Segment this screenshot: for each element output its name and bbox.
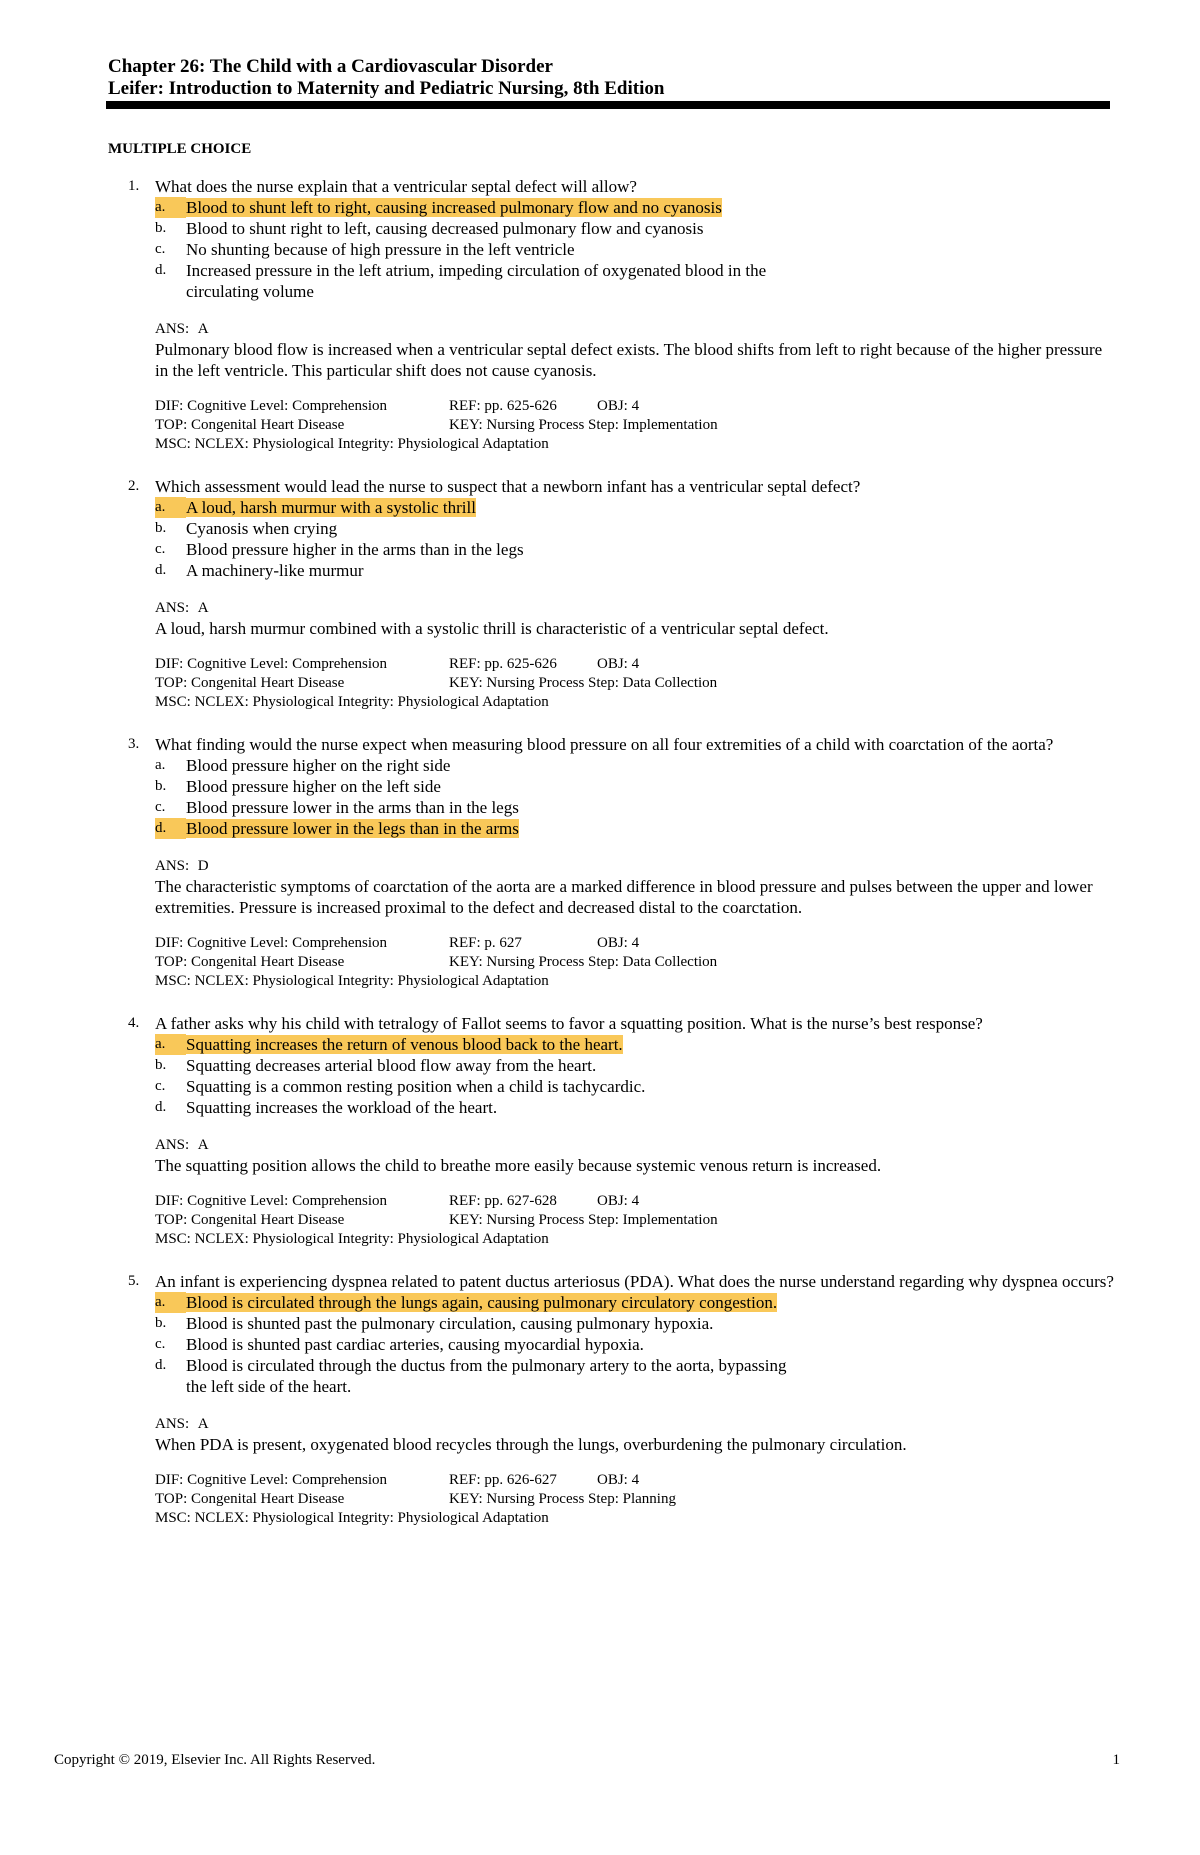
question-body	[155, 476, 1115, 712]
rationale-text: A loud, harsh murmur combined with a systolic thrill is characteristic of a ventricular septal defect.	[155, 619, 829, 638]
option-text: Blood to shunt right to left, causing decreased pulmonary flow and cyanosis	[186, 219, 704, 238]
difficulty-level: DIF: Cognitive Level: Comprehension	[155, 1193, 388, 1209]
option-letter: b.	[155, 1057, 167, 1073]
question-metadata	[155, 397, 1115, 454]
option-text: Blood is shunted past the pulmonary circulation, causing pulmonary hypoxia.	[186, 1314, 714, 1333]
key-step: KEY: Nursing Process Step: Planning	[449, 1491, 676, 1507]
page-header	[108, 56, 1108, 100]
objective: OBJ: 4	[597, 398, 640, 414]
option-text: Blood is circulated through the ductus from the pulmonary artery to the aorta, bypassing the left side of the heart.	[186, 1356, 787, 1396]
option-letter: d.	[155, 262, 167, 278]
option-text: Squatting decreases arterial blood flow away from the heart.	[186, 1056, 597, 1075]
page-number: 1	[1112, 1752, 1120, 1768]
question-stem: What finding would the nurse expect when measuring blood pressure on all four extremities of a child with coarctation of the aorta?	[155, 735, 1054, 754]
option-letter: a.	[155, 197, 186, 218]
objective: OBJ: 4	[597, 935, 640, 951]
option-letter: b.	[155, 520, 167, 536]
option-letter: b.	[155, 220, 167, 236]
answer-label: ANS:	[155, 321, 190, 337]
answer-option	[155, 1097, 1115, 1118]
answer-label: ANS:	[155, 1137, 190, 1153]
nclex-category: MSC: NCLEX: Physiological Integrity: Physiological Adaptation	[155, 1510, 549, 1526]
answer-option	[155, 1055, 1115, 1076]
topic: TOP: Congenital Heart Disease	[155, 1491, 345, 1507]
question-item	[0, 734, 1200, 991]
correct-option-text: Blood to shunt left to right, causing increased pulmonary flow and no cyanosis	[186, 198, 722, 217]
question-list	[0, 176, 1200, 1550]
section-title: MULTIPLE CHOICE	[108, 141, 252, 157]
topic: TOP: Congenital Heart Disease	[155, 675, 345, 691]
topic: TOP: Congenital Heart Disease	[155, 417, 345, 433]
answer-option	[155, 560, 1115, 581]
option-text: Blood is shunted past cardiac arteries, causing myocardial hypoxia.	[186, 1335, 644, 1354]
option-letter: a.	[155, 1034, 186, 1055]
answer-option	[155, 539, 1115, 560]
chapter-title: Chapter 26: The Child with a Cardiovascular Disorder	[108, 56, 553, 77]
key-step: KEY: Nursing Process Step: Data Collection	[449, 675, 718, 691]
answer-option	[155, 1313, 1115, 1334]
option-letter: b.	[155, 1315, 167, 1331]
option-letter: c.	[155, 241, 166, 257]
answer-value: A	[197, 1137, 209, 1153]
answer-option	[155, 218, 1115, 239]
question-stem: Which assessment would lead the nurse to suspect that a newborn infant has a ventricular septal defect?	[155, 477, 861, 496]
option-text: No shunting because of high pressure in the left ventricle	[186, 240, 575, 259]
option-text: Blood pressure higher in the arms than in the legs	[186, 540, 524, 559]
nclex-category: MSC: NCLEX: Physiological Integrity: Physiological Adaptation	[155, 1231, 549, 1247]
option-letter: c.	[155, 541, 166, 557]
correct-option-text: Squatting increases the return of venous blood back to the heart.	[186, 1035, 623, 1054]
answer-value: A	[197, 1416, 209, 1432]
option-letter: b.	[155, 778, 167, 794]
answer-label: ANS:	[155, 858, 190, 874]
question-body	[155, 1271, 1115, 1528]
option-text: Blood pressure higher on the right side	[186, 756, 451, 775]
answer-option	[155, 260, 1115, 302]
nclex-category: MSC: NCLEX: Physiological Integrity: Physiological Adaptation	[155, 694, 549, 710]
answer-label: ANS:	[155, 600, 190, 616]
option-letter: a.	[155, 1292, 186, 1313]
answer-label: ANS:	[155, 1416, 190, 1432]
key-step: KEY: Nursing Process Step: Data Collection	[449, 954, 718, 970]
question-metadata	[155, 934, 1115, 991]
topic: TOP: Congenital Heart Disease	[155, 954, 345, 970]
option-text: Blood pressure lower in the arms than in the legs	[186, 798, 519, 817]
key-step: KEY: Nursing Process Step: Implementation	[449, 417, 718, 433]
answer-value: A	[197, 600, 209, 616]
answer-option	[155, 797, 1115, 818]
difficulty-level: DIF: Cognitive Level: Comprehension	[155, 1472, 388, 1488]
answer-option	[155, 1034, 1115, 1055]
nclex-category: MSC: NCLEX: Physiological Integrity: Physiological Adaptation	[155, 436, 549, 452]
answer-line	[155, 855, 1115, 876]
answer-option	[155, 776, 1115, 797]
question-item	[0, 176, 1200, 454]
question-stem: What does the nurse explain that a ventricular septal defect will allow?	[155, 177, 637, 196]
question-item	[0, 476, 1200, 712]
option-letter: d.	[155, 562, 167, 578]
answer-option	[155, 1076, 1115, 1097]
question-number: 3.	[128, 736, 140, 752]
difficulty-level: DIF: Cognitive Level: Comprehension	[155, 656, 388, 672]
objective: OBJ: 4	[597, 1472, 640, 1488]
question-item	[0, 1271, 1200, 1528]
option-letter: a.	[155, 757, 166, 773]
page-reference: REF: pp. 626-627	[449, 1472, 557, 1488]
key-step: KEY: Nursing Process Step: Implementation	[449, 1212, 718, 1228]
option-letter: d.	[155, 818, 186, 839]
rationale-text: The characteristic symptoms of coarctation of the aorta are a marked difference in blood pressure and pulses between the upper and lower extremities. Pressure is increased proximal to the defect and decreased distal to the coarctation.	[155, 877, 1093, 917]
objective: OBJ: 4	[597, 656, 640, 672]
correct-option-text: A loud, harsh murmur with a systolic thrill	[186, 498, 476, 517]
question-number: 1.	[128, 178, 140, 194]
option-letter: c.	[155, 799, 166, 815]
difficulty-level: DIF: Cognitive Level: Comprehension	[155, 935, 388, 951]
answer-option	[155, 1292, 1115, 1313]
answer-line	[155, 1134, 1115, 1155]
answer-line	[155, 318, 1115, 339]
copyright-text: Copyright © 2019, Elsevier Inc. All Rights Reserved.	[54, 1752, 376, 1768]
option-text: Blood pressure higher on the left side	[186, 777, 441, 796]
rationale-text: When PDA is present, oxygenated blood recycles through the lungs, overburdening the pulmonary circulation.	[155, 1435, 907, 1454]
answer-option	[155, 1355, 1115, 1397]
question-body	[155, 176, 1115, 454]
answer-option	[155, 818, 1115, 839]
difficulty-level: DIF: Cognitive Level: Comprehension	[155, 398, 388, 414]
question-item	[0, 1013, 1200, 1249]
question-body	[155, 1013, 1115, 1249]
answer-option	[155, 518, 1115, 539]
correct-option-text: Blood is circulated through the lungs again, causing pulmonary circulatory congestion.	[186, 1293, 778, 1312]
answer-value: D	[197, 858, 209, 874]
answer-option	[155, 239, 1115, 260]
question-number: 5.	[128, 1273, 140, 1289]
option-letter: d.	[155, 1357, 167, 1373]
correct-option-text: Blood pressure lower in the legs than in the arms	[186, 819, 519, 838]
objective: OBJ: 4	[597, 1193, 640, 1209]
question-number: 2.	[128, 478, 140, 494]
option-text: A machinery-like murmur	[186, 561, 364, 580]
topic: TOP: Congenital Heart Disease	[155, 1212, 345, 1228]
page-reference: REF: p. 627	[449, 935, 522, 951]
rationale-text: Pulmonary blood flow is increased when a ventricular septal defect exists. The blood shifts from left to right because of the higher pressure in the left ventricle. This particular shift does not cause cyanosis.	[155, 340, 1103, 380]
page-reference: REF: pp. 625-626	[449, 398, 557, 414]
rationale-text: The squatting position allows the child to breathe more easily because systemic venous return is increased.	[155, 1156, 882, 1175]
option-letter: c.	[155, 1336, 166, 1352]
answer-option	[155, 755, 1115, 776]
option-text: Cyanosis when crying	[186, 519, 338, 538]
question-number: 4.	[128, 1015, 140, 1031]
question-stem: A father asks why his child with tetralogy of Fallot seems to favor a squatting position. What is the nurse’s best response?	[155, 1014, 983, 1033]
answer-option	[155, 1334, 1115, 1355]
answer-value: A	[197, 321, 209, 337]
option-text: Squatting increases the workload of the heart.	[186, 1098, 498, 1117]
answer-line	[155, 597, 1115, 618]
header-rule	[106, 101, 1110, 109]
question-metadata	[155, 1192, 1115, 1249]
option-letter: c.	[155, 1078, 166, 1094]
question-metadata	[155, 655, 1115, 712]
page-reference: REF: pp. 627-628	[449, 1193, 557, 1209]
question-body	[155, 734, 1115, 991]
page-reference: REF: pp. 625-626	[449, 656, 557, 672]
question-metadata	[155, 1471, 1115, 1528]
book-title: Leifer: Introduction to Maternity and Pediatric Nursing, 8th Edition	[108, 78, 665, 99]
option-letter: d.	[155, 1099, 167, 1115]
option-text: Squatting is a common resting position when a child is tachycardic.	[186, 1077, 646, 1096]
option-text: Increased pressure in the left atrium, impeding circulation of oxygenated blood in the circulating volume	[186, 261, 767, 301]
answer-option	[155, 497, 1115, 518]
answer-line	[155, 1413, 1115, 1434]
option-letter: a.	[155, 497, 186, 518]
nclex-category: MSC: NCLEX: Physiological Integrity: Physiological Adaptation	[155, 973, 549, 989]
page-footer	[54, 1752, 1120, 1769]
question-stem: An infant is experiencing dyspnea related to patent ductus arteriosus (PDA). What does the nurse understand regarding why dyspnea occurs?	[155, 1272, 1114, 1291]
answer-option	[155, 197, 1115, 218]
